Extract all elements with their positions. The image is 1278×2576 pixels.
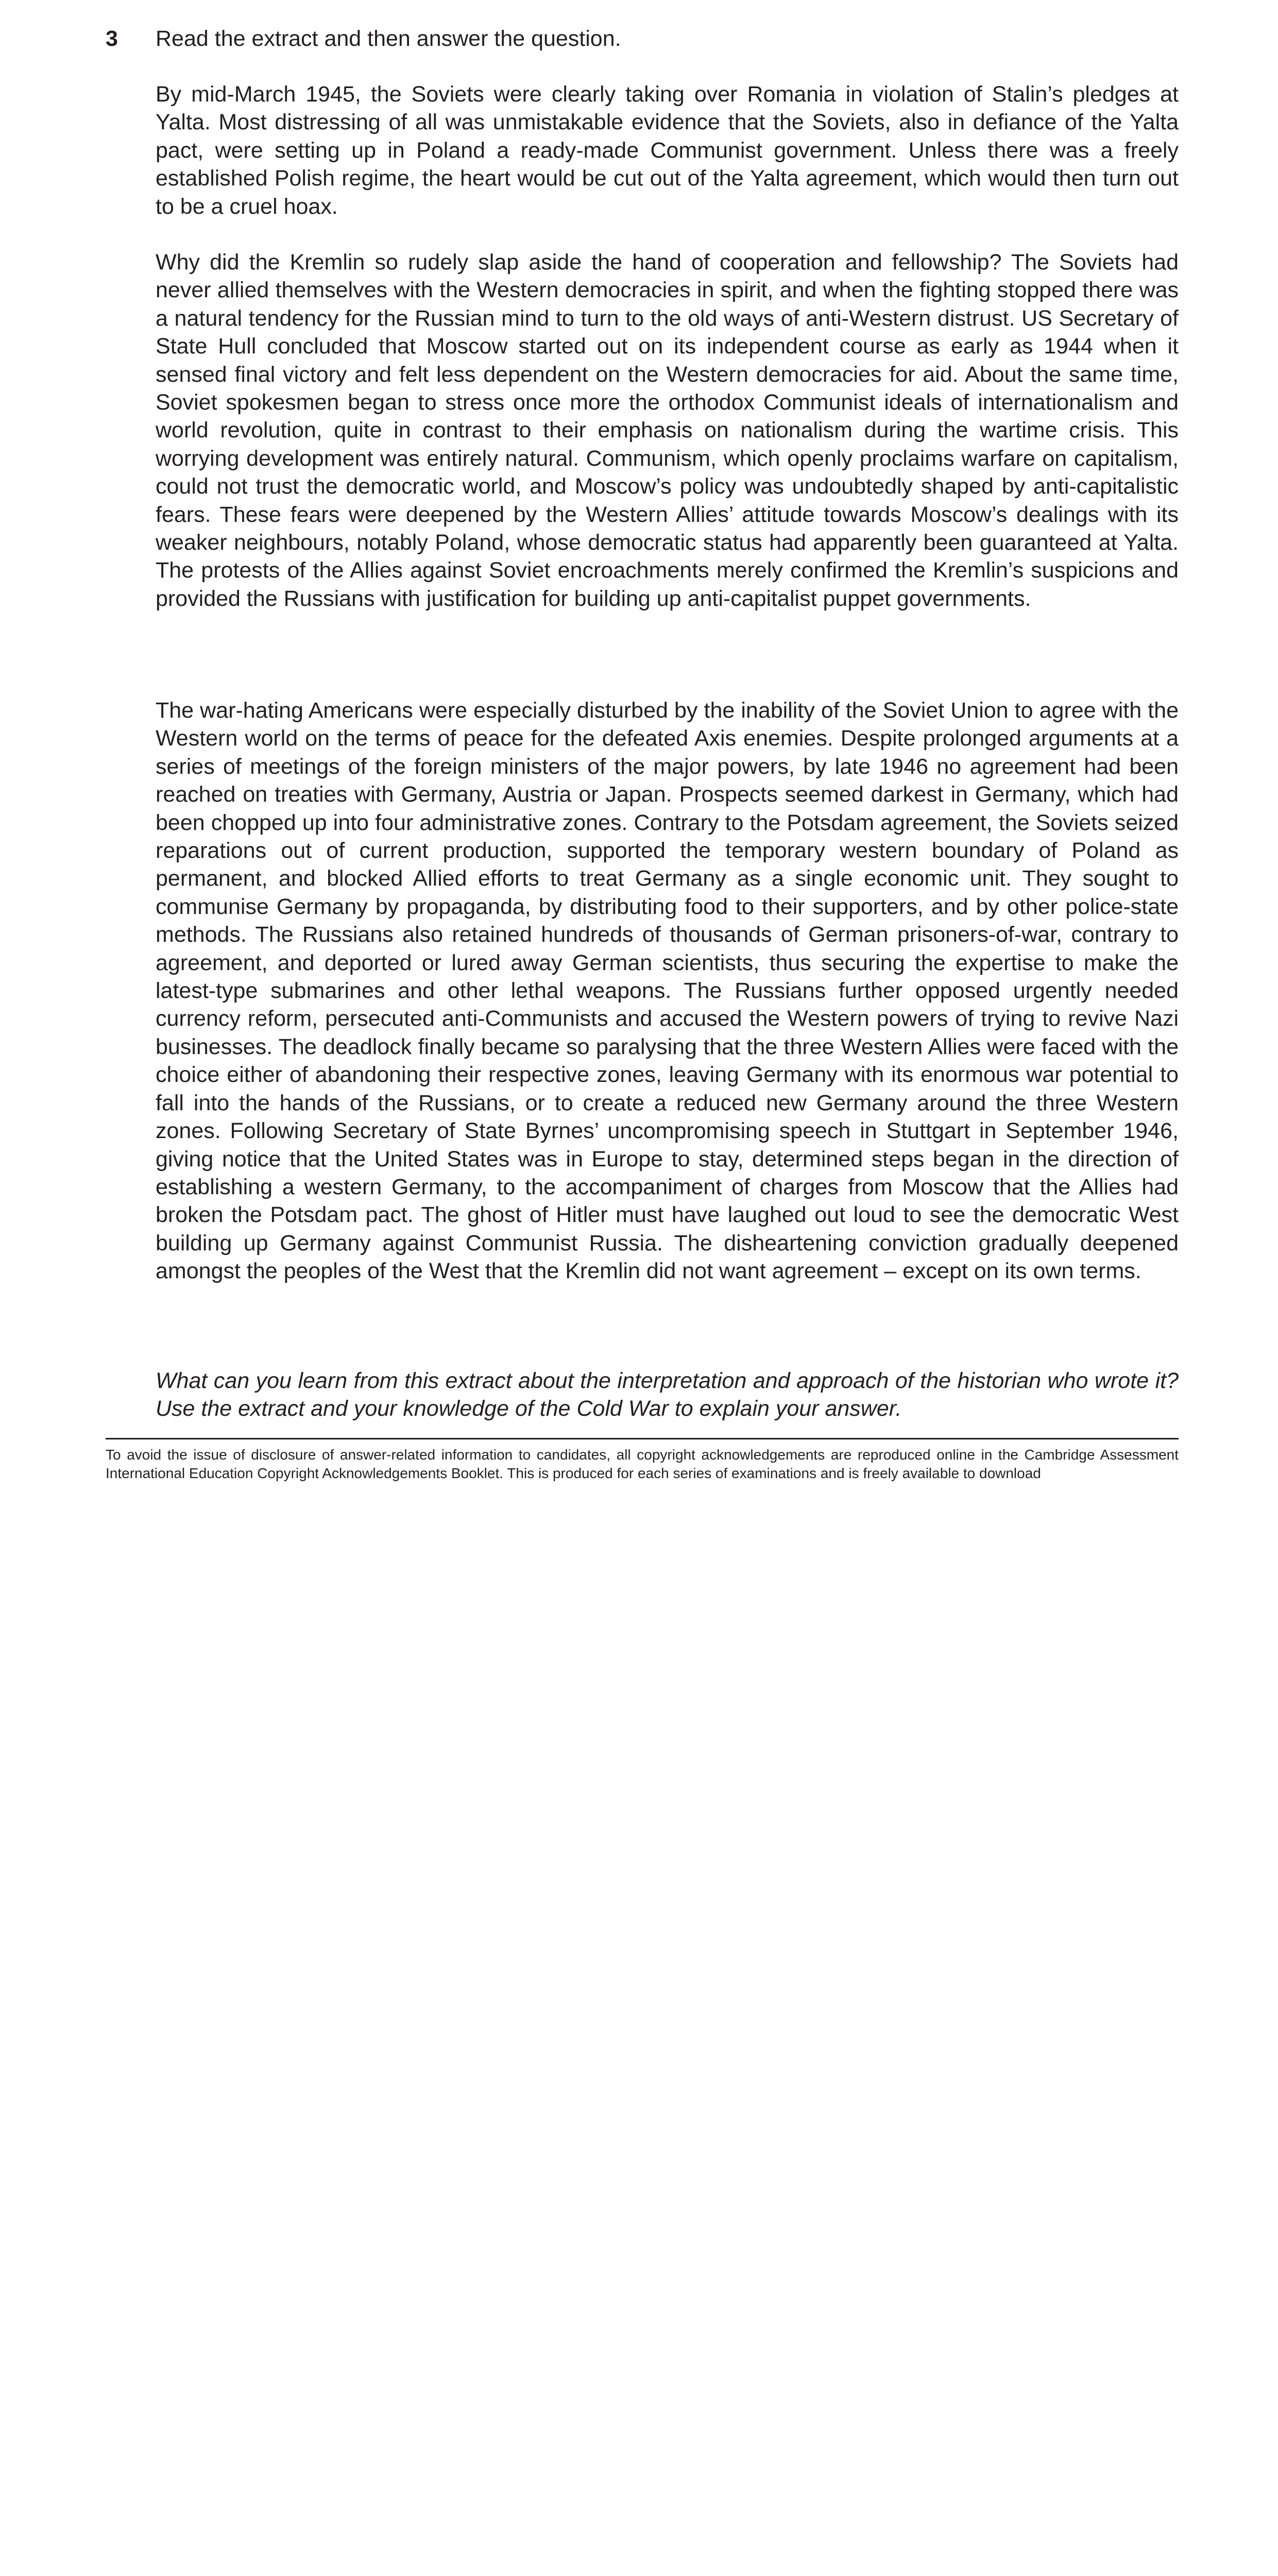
copyright-footer: To avoid the issue of disclosure of answer-related information to candidates, all copyright acknowledgements are reproduced online in the Cambridge Assessment International Education Copyright Acknowledgements Booklet. This is produced for each series of examinations and is freely available to download: [106, 1447, 1179, 1481]
footer-divider: [106, 1438, 1179, 1439]
question-prompt: What can you learn from this extract about the interpretation and approach of the historian who wrote it? Use the extract and your knowledge of the Cold War to explain your answer.: [156, 1368, 1179, 1421]
extract-paragraph-2: Why did the Kremlin so rudely slap aside the hand of cooperation and fellowship? The Soviets had never allied themselves with the Western democracies in spirit, and when the fighting stopped there was a natural tendency for the Russian mind to turn to the old ways of anti-Western distrust. US Secretary of State Hull concluded that Moscow started out on its independent course as early as 1944 when it sensed final victory and felt less dependent on the Western democracies for aid. About the same time, Soviet spokesmen began to stress once more the orthodox Communist ideals of internationalism and world revolution, quite in contrast to their emphasis on nationalism during the wartime crisis. This worrying development was entirely natural. Communism, which openly proclaims warfare on capitalism, could not trust the democratic world, and Moscow’s policy was undoubtedly shaped by anti-capitalistic fears. These fears were deepened by the Western Allies’ attitude towards Moscow’s dealings with its weaker neighbours, notably Poland, whose democratic status had apparently been guaranteed at Yalta. The protests of the Allies against Soviet encroachments merely confirmed the Kremlin’s suspicions and provided the Russians with justification for building up anti-capitalist puppet governments.: [156, 250, 1179, 611]
question-prompt-block: [156, 1367, 1179, 1423]
question-instruction: Read the extract and then answer the question.: [156, 26, 621, 51]
extract-paragraph-1: By mid-March 1945, the Soviets were clearly taking over Romania in violation of Stalin’s pledges at Yalta. Most distressing of all was unmistakable evidence that the Soviets, also in defiance of the Yalta pact, were setting up in Poland a ready-made Communist government. Unless there was a freely established Polish regime, the heart would be cut out of the Yalta agreement, which would then turn out to be a cruel hoax.: [156, 82, 1179, 219]
question-body: [156, 25, 1179, 1421]
extract-paragraph-3: The war-hating Americans were especially disturbed by the inability of the Soviet Union to agree with the Western world on the terms of peace for the defeated Axis enemies. Despite prolonged arguments at a series of meetings of the foreign ministers of the major powers, by late 1946 no agreement had been reached on treaties with Germany, Austria or Japan. Prospects seemed darkest in Germany, which had been chopped up into four administrative zones. Contrary to the Potsdam agreement, the Soviets seized reparations out of current production, supported the temporary western boundary of Poland as permanent, and blocked Allied efforts to treat Germany as a single economic unit. They sought to communise Germany by propaganda, by distributing food to their supporters, and by other police-state methods. The Russians also retained hundreds of thousands of German prisoners-of-war, contrary to agreement, and deported or lured away German scientists, thus securing the expertise to make the latest-type submarines and other lethal weapons. The Russians further opposed urgently needed currency reform, persecuted anti-Communists and accused the Western powers of trying to revive Nazi businesses. The deadlock finally became so paralysing that the three Western Allies were faced with the choice either of abandoning their respective zones, leaving Germany with its enormous war potential to fall into the hands of the Russians, or to create a reduced new Germany around the three Western zones. Following Secretary of State Byrnes’ uncompromising speech in Stuttgart in September 1946, giving notice that the United States was in Europe to stay, determined steps began in the direction of establishing a western Germany, to the accompaniment of charges from Moscow that the Allies had broken the Potsdam pact. The ghost of Hitler must have laughed out loud to see the democratic West building up Germany against Communist Russia. The disheartening conviction gradually deepened amongst the peoples of the West that the Kremlin did not want agreement – except on its own terms.: [156, 698, 1179, 1284]
question-number: 3: [106, 26, 118, 51]
